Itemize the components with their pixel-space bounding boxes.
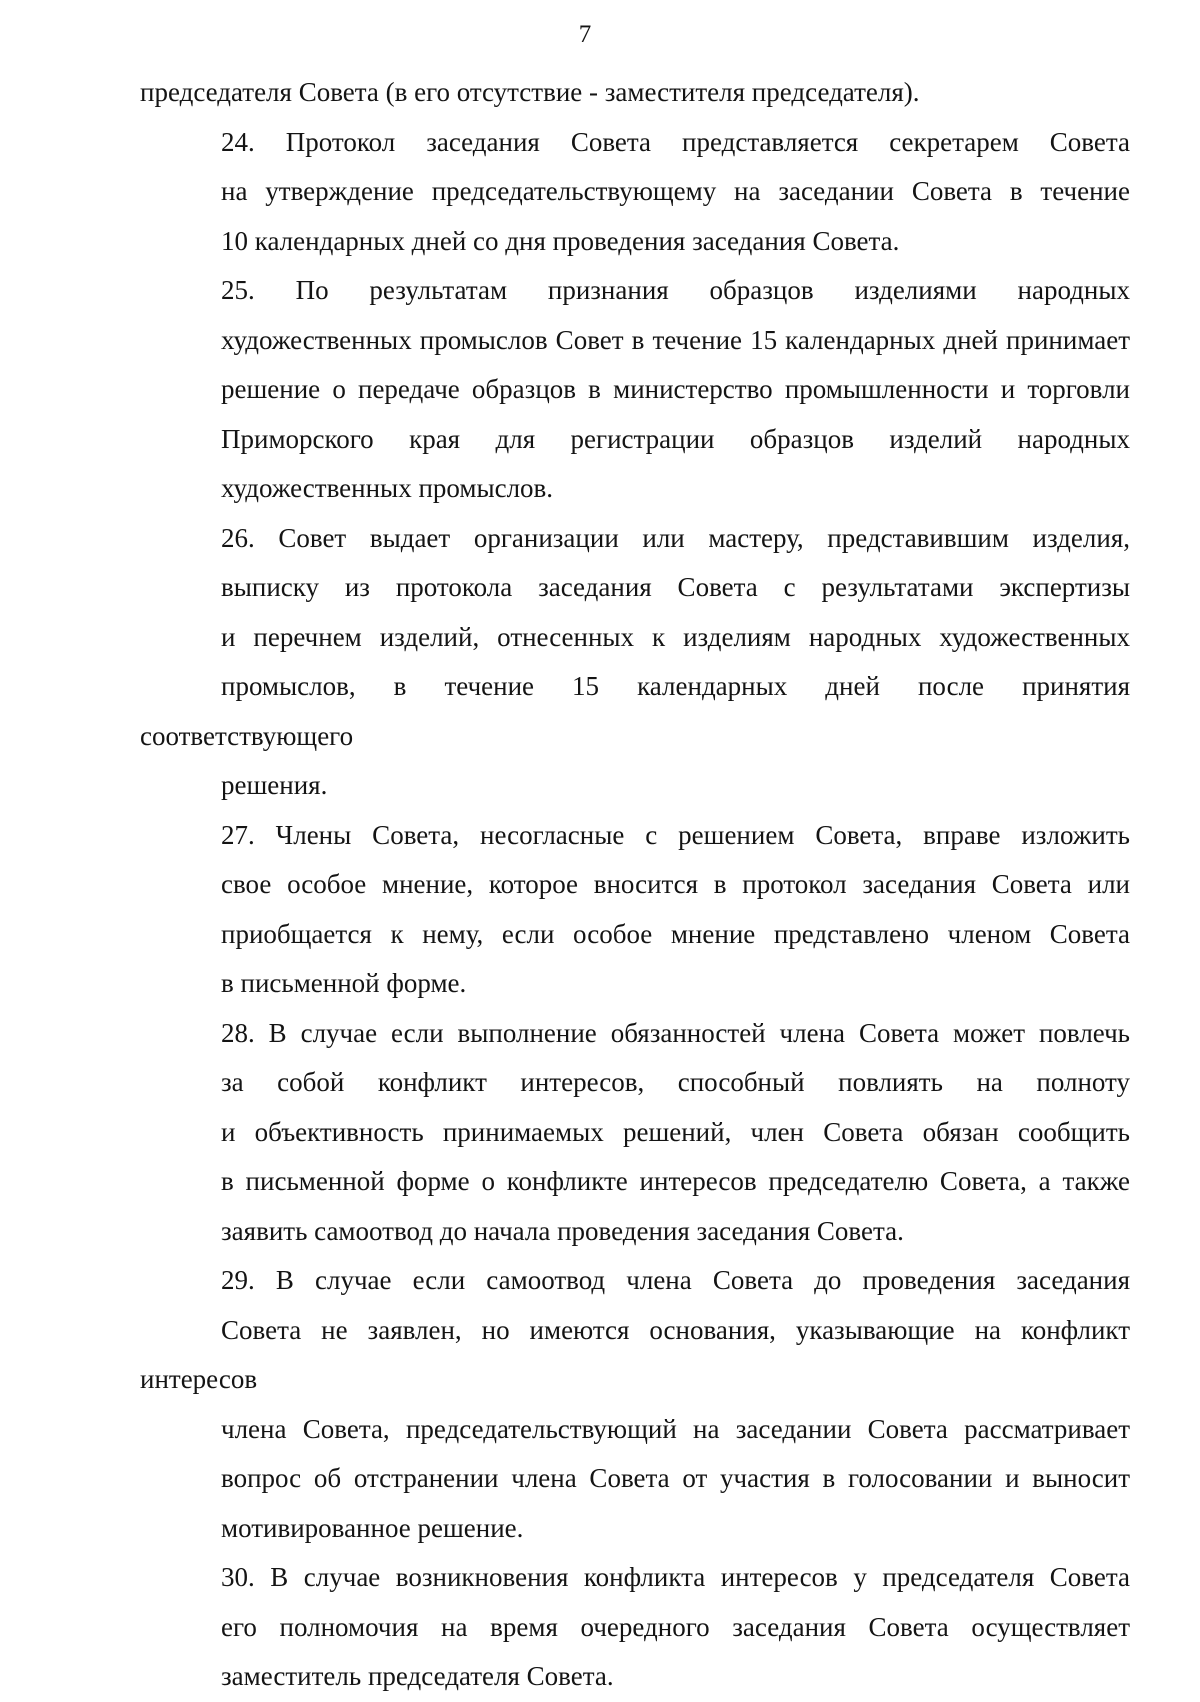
- text-line: решение о передаче образцов в министерство промышленности и торговли: [221, 374, 1130, 404]
- text-line: художественных промыслов.: [221, 473, 554, 503]
- text-line: выписку из протокола заседания Совета с результатами экспертизы: [221, 572, 1130, 602]
- text-line: заявить самоотвод до начала проведения заседания Совета.: [221, 1215, 904, 1246]
- paragraph-30: [140, 1553, 1130, 1702]
- text-line: мотивированное решение.: [221, 1512, 524, 1543]
- text-line: художественных промыслов Совет в течение 15 календарных дней принимает: [221, 324, 1130, 355]
- text-line: Приморского края для регистрации образцов изделий народных: [221, 423, 1130, 454]
- text-line: Совета не заявлен, но имеются основания, указывающие на конфликт интересов: [140, 1314, 1130, 1394]
- text-line: 24. Протокол заседания Совета представляется секретарем Совета: [221, 126, 1130, 157]
- text-line: решения.: [221, 770, 328, 800]
- text-line: 30. В случае возникновения конфликта интересов у председателя Совета: [221, 1562, 1130, 1592]
- text-line: председателя Совета (в его отсутствие - заместителя председателя).: [140, 77, 920, 107]
- text-line: члена Совета, председательствующий на заседании Совета рассматривает: [221, 1413, 1130, 1444]
- paragraph-28: [140, 1009, 1130, 1257]
- text-line: 27. Члены Совета, несогласные с решением Совета, вправе изложить: [221, 819, 1130, 850]
- paragraph-25: [140, 266, 1130, 514]
- paragraph-27: [140, 811, 1130, 1009]
- page-number: 7: [578, 21, 592, 48]
- paragraph-26: [140, 514, 1130, 811]
- text-line: приобщается к нему, если особое мнение представлено членом Совета: [221, 918, 1130, 949]
- text-line: 28. В случае если выполнение обязанностей члена Совета может повлечь: [221, 1017, 1130, 1048]
- text-line: заместитель председателя Совета.: [221, 1661, 614, 1691]
- text-line: в письменной форме о конфликте интересов председателю Совета, а также: [221, 1166, 1130, 1196]
- text-line: и перечнем изделий, отнесенных к изделиям народных художественных: [221, 621, 1130, 652]
- text-line: на утверждение председательствующему на заседании Совета в течение: [221, 176, 1130, 206]
- text-line: 10 календарных дней со дня проведения заседания Совета.: [221, 225, 900, 256]
- text-line: 25. По результатам признания образцов изделиями народных: [221, 275, 1130, 305]
- text-line: вопрос об отстранении члена Совета от участия в голосовании и выносит: [221, 1463, 1130, 1493]
- paragraph-continuation: [140, 68, 1130, 118]
- paragraph-29: [140, 1256, 1130, 1553]
- text-line: промыслов, в течение 15 календарных дней после принятия соответствующего: [140, 671, 1130, 751]
- text-line: его полномочия на время очередного заседания Совета осуществляет: [221, 1611, 1130, 1642]
- text-line: и объективность принимаемых решений, член Совета обязан сообщить: [221, 1116, 1130, 1147]
- text-line: свое особое мнение, которое вносится в протокол заседания Совета или: [221, 869, 1130, 899]
- text-line: в письменной форме.: [221, 968, 467, 998]
- paragraph-24: [140, 118, 1130, 267]
- document-body: [140, 68, 1130, 1702]
- text-line: 26. Совет выдает организации или мастеру, представившим изделия,: [221, 522, 1130, 553]
- text-line: за собой конфликт интересов, способный повлиять на полноту: [221, 1067, 1130, 1097]
- text-line: 29. В случае если самоотвод члена Совета до проведения заседания: [221, 1265, 1130, 1295]
